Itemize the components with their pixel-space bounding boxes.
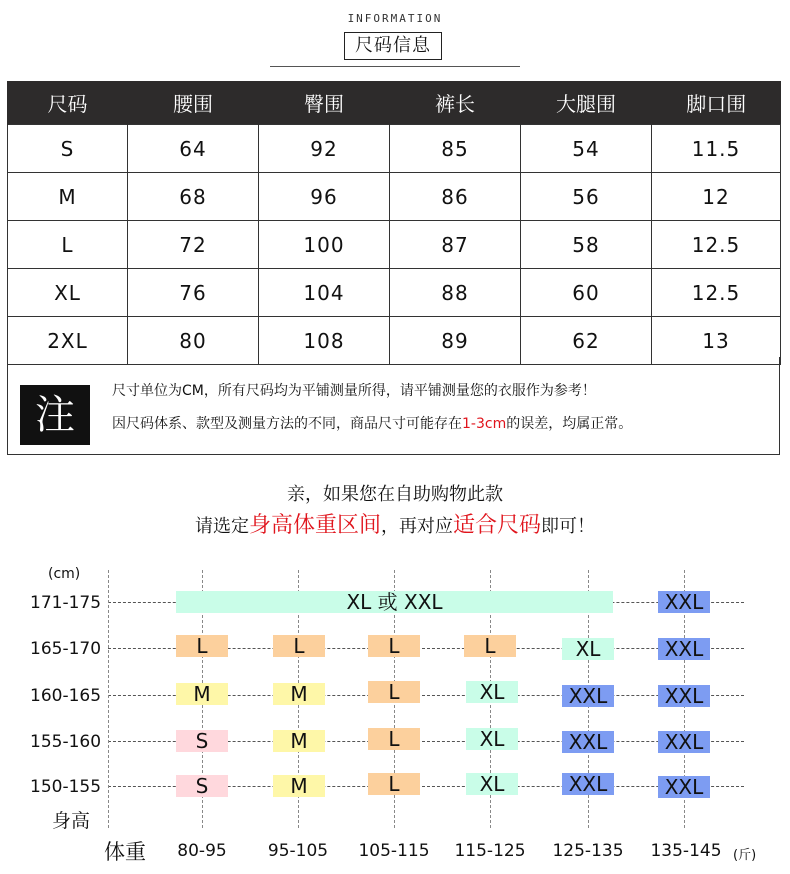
size-cell-span: XL 或 XXL bbox=[176, 591, 613, 613]
table-cell: 13 bbox=[652, 317, 781, 365]
page-title: 尺码信息 bbox=[344, 32, 442, 60]
y-axis-label: 身高 bbox=[52, 810, 91, 832]
table-cell: 86 bbox=[390, 173, 521, 221]
table-cell: 80 bbox=[128, 317, 259, 365]
x-axis-unit: (斤) bbox=[733, 848, 757, 863]
table-cell: 108 bbox=[259, 317, 390, 365]
table-row bbox=[8, 125, 781, 173]
table-cell: L bbox=[8, 221, 128, 269]
note-line-2 bbox=[112, 413, 632, 433]
size-cell: XL bbox=[466, 773, 518, 795]
table-cell: 54 bbox=[521, 125, 652, 173]
size-cell: XL bbox=[466, 728, 518, 750]
table-row bbox=[8, 269, 781, 317]
size-cell: XXL bbox=[658, 685, 710, 707]
col-header-waist: 腰围 bbox=[128, 81, 259, 125]
col-header-length: 裤长 bbox=[390, 81, 521, 125]
note-text: 的误差，均属正常。 bbox=[506, 416, 633, 432]
table-cell: S bbox=[8, 125, 128, 173]
col-header-thigh: 大腿围 bbox=[521, 81, 652, 125]
table-cell: 76 bbox=[128, 269, 259, 317]
size-table-header bbox=[8, 81, 781, 125]
recommend-highlight: 适合尺码 bbox=[453, 513, 542, 538]
table-cell: 11.5 bbox=[652, 125, 781, 173]
x-tick-label: 105-115 bbox=[358, 841, 430, 861]
table-cell: 104 bbox=[259, 269, 390, 317]
x-tick-label: 135-145 bbox=[650, 841, 722, 861]
x-tick-label: 125-135 bbox=[552, 841, 624, 861]
y-tick-label: 171-175 bbox=[30, 593, 102, 613]
size-cell: L bbox=[368, 635, 420, 657]
table-cell: 62 bbox=[521, 317, 652, 365]
y-tick-label: 155-160 bbox=[30, 732, 102, 752]
x-tick-label: 115-125 bbox=[454, 841, 526, 861]
table-cell: 12 bbox=[652, 173, 781, 221]
x-tick-label: 80-95 bbox=[177, 841, 227, 861]
table-cell: 87 bbox=[390, 221, 521, 269]
table-cell: XL bbox=[8, 269, 128, 317]
size-cell: XXL bbox=[658, 731, 710, 753]
size-cell: M bbox=[273, 683, 325, 705]
table-cell: 72 bbox=[128, 221, 259, 269]
table-cell: 89 bbox=[390, 317, 521, 365]
size-table bbox=[7, 81, 781, 365]
table-cell: 88 bbox=[390, 269, 521, 317]
size-cell: M bbox=[273, 730, 325, 752]
note-badge: 注 bbox=[20, 385, 90, 445]
size-cell: XL bbox=[466, 681, 518, 703]
table-cell: 96 bbox=[259, 173, 390, 221]
size-cell: L bbox=[368, 681, 420, 703]
size-cell: XXL bbox=[562, 685, 614, 707]
table-cell: 56 bbox=[521, 173, 652, 221]
recommend-text: 即可！ bbox=[541, 516, 596, 537]
recommend-highlight: 身高体重区间 bbox=[248, 513, 381, 538]
size-cell: S bbox=[176, 730, 228, 752]
table-cell: 12.5 bbox=[652, 221, 781, 269]
title-divider bbox=[270, 66, 520, 67]
size-cell: M bbox=[176, 683, 228, 705]
size-cell: XL bbox=[562, 638, 614, 660]
y-axis-unit: (cm) bbox=[48, 566, 81, 582]
size-cell: XXL bbox=[562, 731, 614, 753]
table-cell: 68 bbox=[128, 173, 259, 221]
note-highlight: 1-3cm bbox=[462, 416, 507, 432]
table-row bbox=[8, 173, 781, 221]
size-cell: XXL bbox=[562, 773, 614, 795]
grid-line bbox=[108, 570, 109, 828]
recommend-text: ，再对应 bbox=[381, 516, 453, 537]
info-english-title: INFORMATION bbox=[347, 12, 443, 25]
x-axis-label: 体重 bbox=[104, 840, 146, 864]
recommend-line-1: 亲，如果您在自助购物此款 bbox=[287, 484, 503, 505]
recommend-text: 请选定 bbox=[194, 516, 249, 537]
table-row bbox=[8, 221, 781, 269]
size-cell: M bbox=[273, 775, 325, 797]
col-header-hip: 臀围 bbox=[259, 81, 390, 125]
col-header-hem: 脚口围 bbox=[652, 81, 781, 125]
table-cell: 92 bbox=[259, 125, 390, 173]
size-cell: XXL bbox=[658, 638, 710, 660]
size-cell: S bbox=[176, 775, 228, 797]
note-box bbox=[7, 357, 780, 455]
size-cell: L bbox=[273, 635, 325, 657]
table-cell: 58 bbox=[521, 221, 652, 269]
table-cell: 85 bbox=[390, 125, 521, 173]
table-cell: 64 bbox=[128, 125, 259, 173]
col-header-size: 尺码 bbox=[8, 81, 128, 125]
size-cell: L bbox=[176, 635, 228, 657]
size-cell: L bbox=[368, 773, 420, 795]
table-cell: M bbox=[8, 173, 128, 221]
size-cell: L bbox=[368, 728, 420, 750]
note-line-1: 尺寸单位为CM，所有尺码均为平铺测量所得，请平铺测量您的衣服作为参考！ bbox=[112, 383, 596, 399]
size-cell: L bbox=[464, 635, 516, 657]
size-cell: XXL bbox=[658, 591, 710, 613]
y-tick-label: 165-170 bbox=[30, 639, 102, 659]
table-cell: 100 bbox=[259, 221, 390, 269]
y-tick-label: 160-165 bbox=[30, 686, 102, 706]
table-cell: 2XL bbox=[8, 317, 128, 365]
table-cell: 12.5 bbox=[652, 269, 781, 317]
y-tick-label: 150-155 bbox=[30, 777, 102, 797]
recommend-line-2 bbox=[0, 508, 790, 539]
table-cell: 60 bbox=[521, 269, 652, 317]
size-cell: XXL bbox=[658, 776, 710, 798]
x-tick-label: 95-105 bbox=[267, 841, 329, 861]
note-text: 因尺码体系、款型及测量方法的不同，商品尺寸可能存在 bbox=[112, 416, 462, 432]
